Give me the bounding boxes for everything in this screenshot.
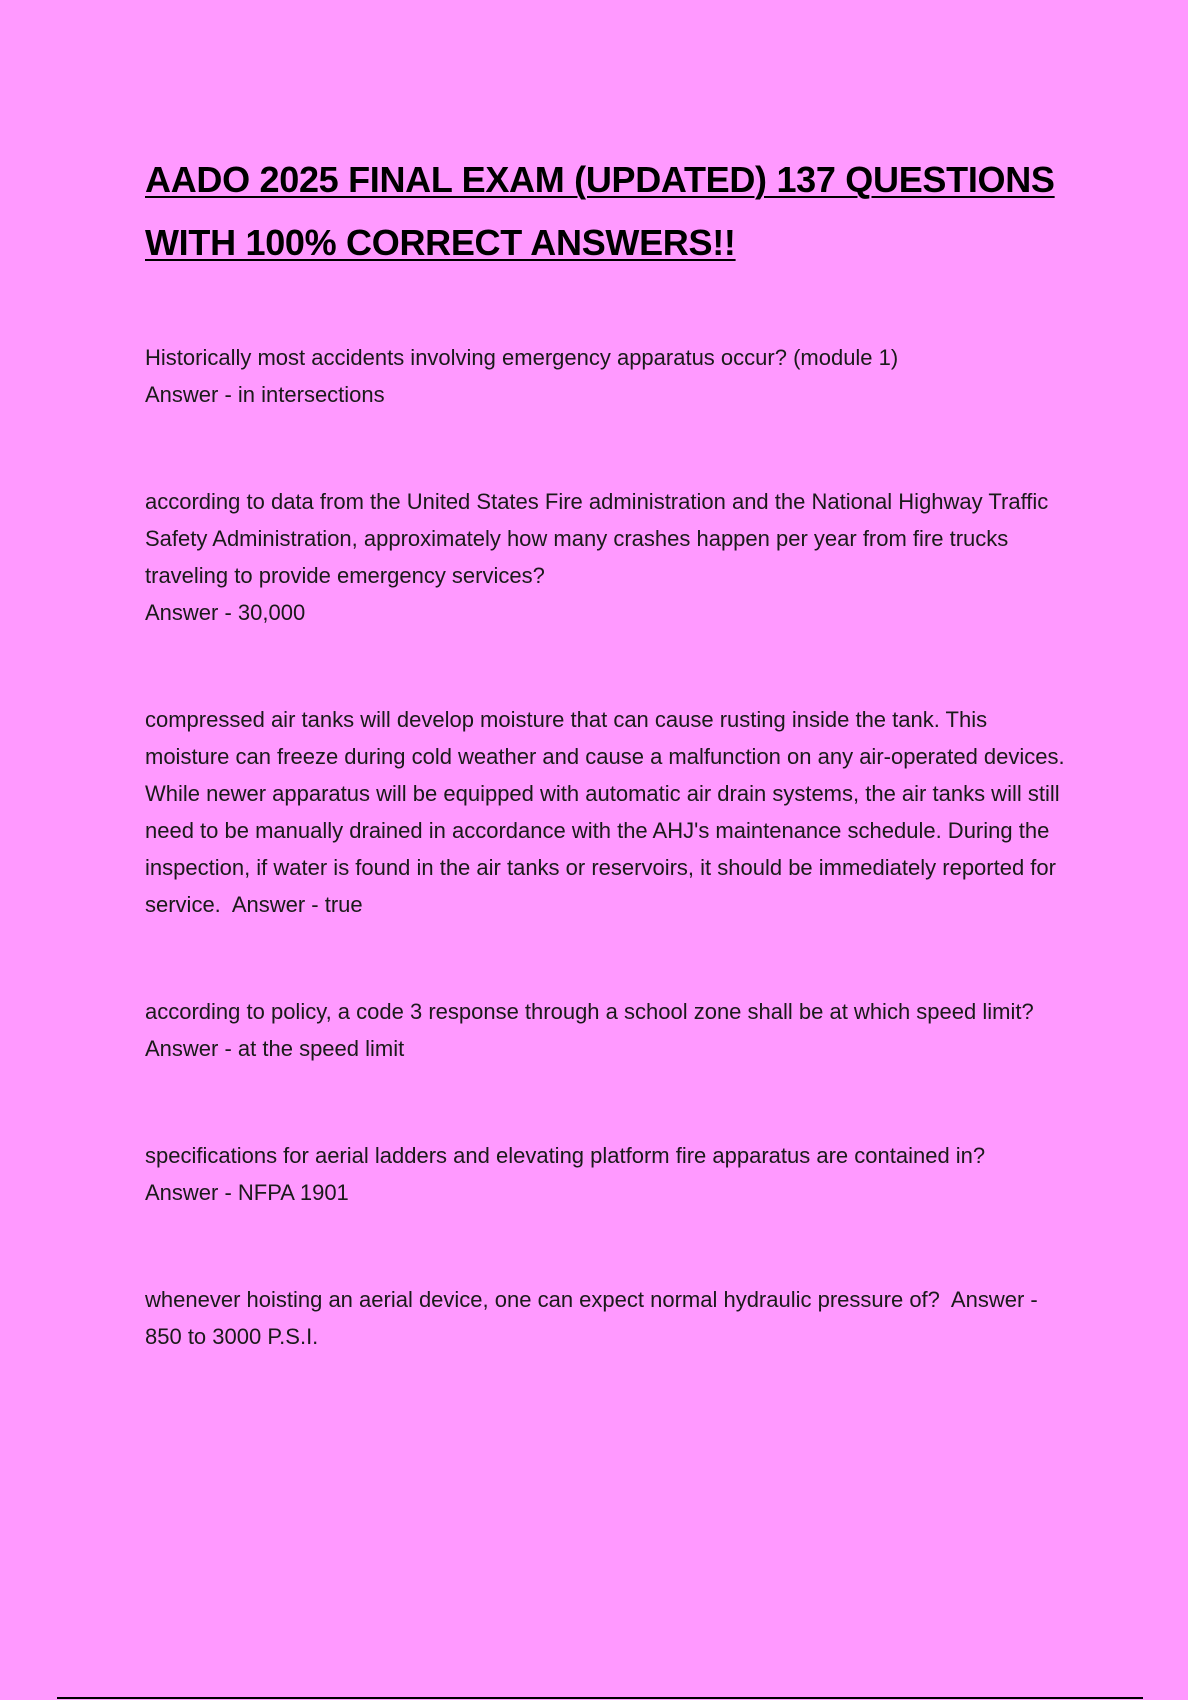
qa-item-6 xyxy=(145,1281,1065,1355)
question-text: according to policy, a code 3 response through a school zone shall be at which speed limit? xyxy=(145,999,1034,1024)
question-text: Historically most accidents involving emergency apparatus occur? (module 1) xyxy=(145,345,899,370)
qa-list xyxy=(145,339,1065,1355)
question-text: according to data from the United States Fire administration and the National Highway Traffic Safety Administration, approximately how many crashes happen per year from fire trucks traveling to provide emergency services? xyxy=(145,489,1049,588)
page-edge xyxy=(1188,0,1200,1700)
bottom-divider xyxy=(57,1697,1143,1699)
answer-text: Answer - at the speed limit xyxy=(145,1036,405,1061)
qa-item-3 xyxy=(145,701,1065,923)
document-content xyxy=(145,148,1065,1355)
qa-item-4 xyxy=(145,993,1065,1067)
answer-text: Answer - in intersections xyxy=(145,382,385,407)
qa-item-2 xyxy=(145,483,1065,631)
qa-item-5 xyxy=(145,1137,1065,1211)
answer-text: Answer - 30,000 xyxy=(145,600,306,625)
question-text: whenever hoisting an aerial device, one can expect normal hydraulic pressure of? xyxy=(145,1287,940,1312)
qa-item-1 xyxy=(145,339,1065,413)
question-text: compressed air tanks will develop moisture that can cause rusting inside the tank. This moisture can freeze during cold weather and cause a malfunction on any air-operated devices. While newer apparatus will be equipped with automatic air drain systems, the air tanks will still need to be manually drained in accordance with the AHJ's maintenance schedule. During the inspection, if water is found in the air tanks or reservoirs, it should be immediately reported for service. xyxy=(145,707,1065,917)
question-text: specifications for aerial ladders and elevating platform fire apparatus are contained in? xyxy=(145,1143,986,1168)
answer-text: Answer - true xyxy=(231,892,363,917)
document-title: AADO 2025 FINAL EXAM (UPDATED) 137 QUESTIONS WITH 100% CORRECT ANSWERS!! xyxy=(145,159,1055,263)
answer-text: Answer - NFPA 1901 xyxy=(145,1180,349,1205)
answer-text: Answer - 850 to 3000 P.S.I. xyxy=(145,1287,1038,1349)
